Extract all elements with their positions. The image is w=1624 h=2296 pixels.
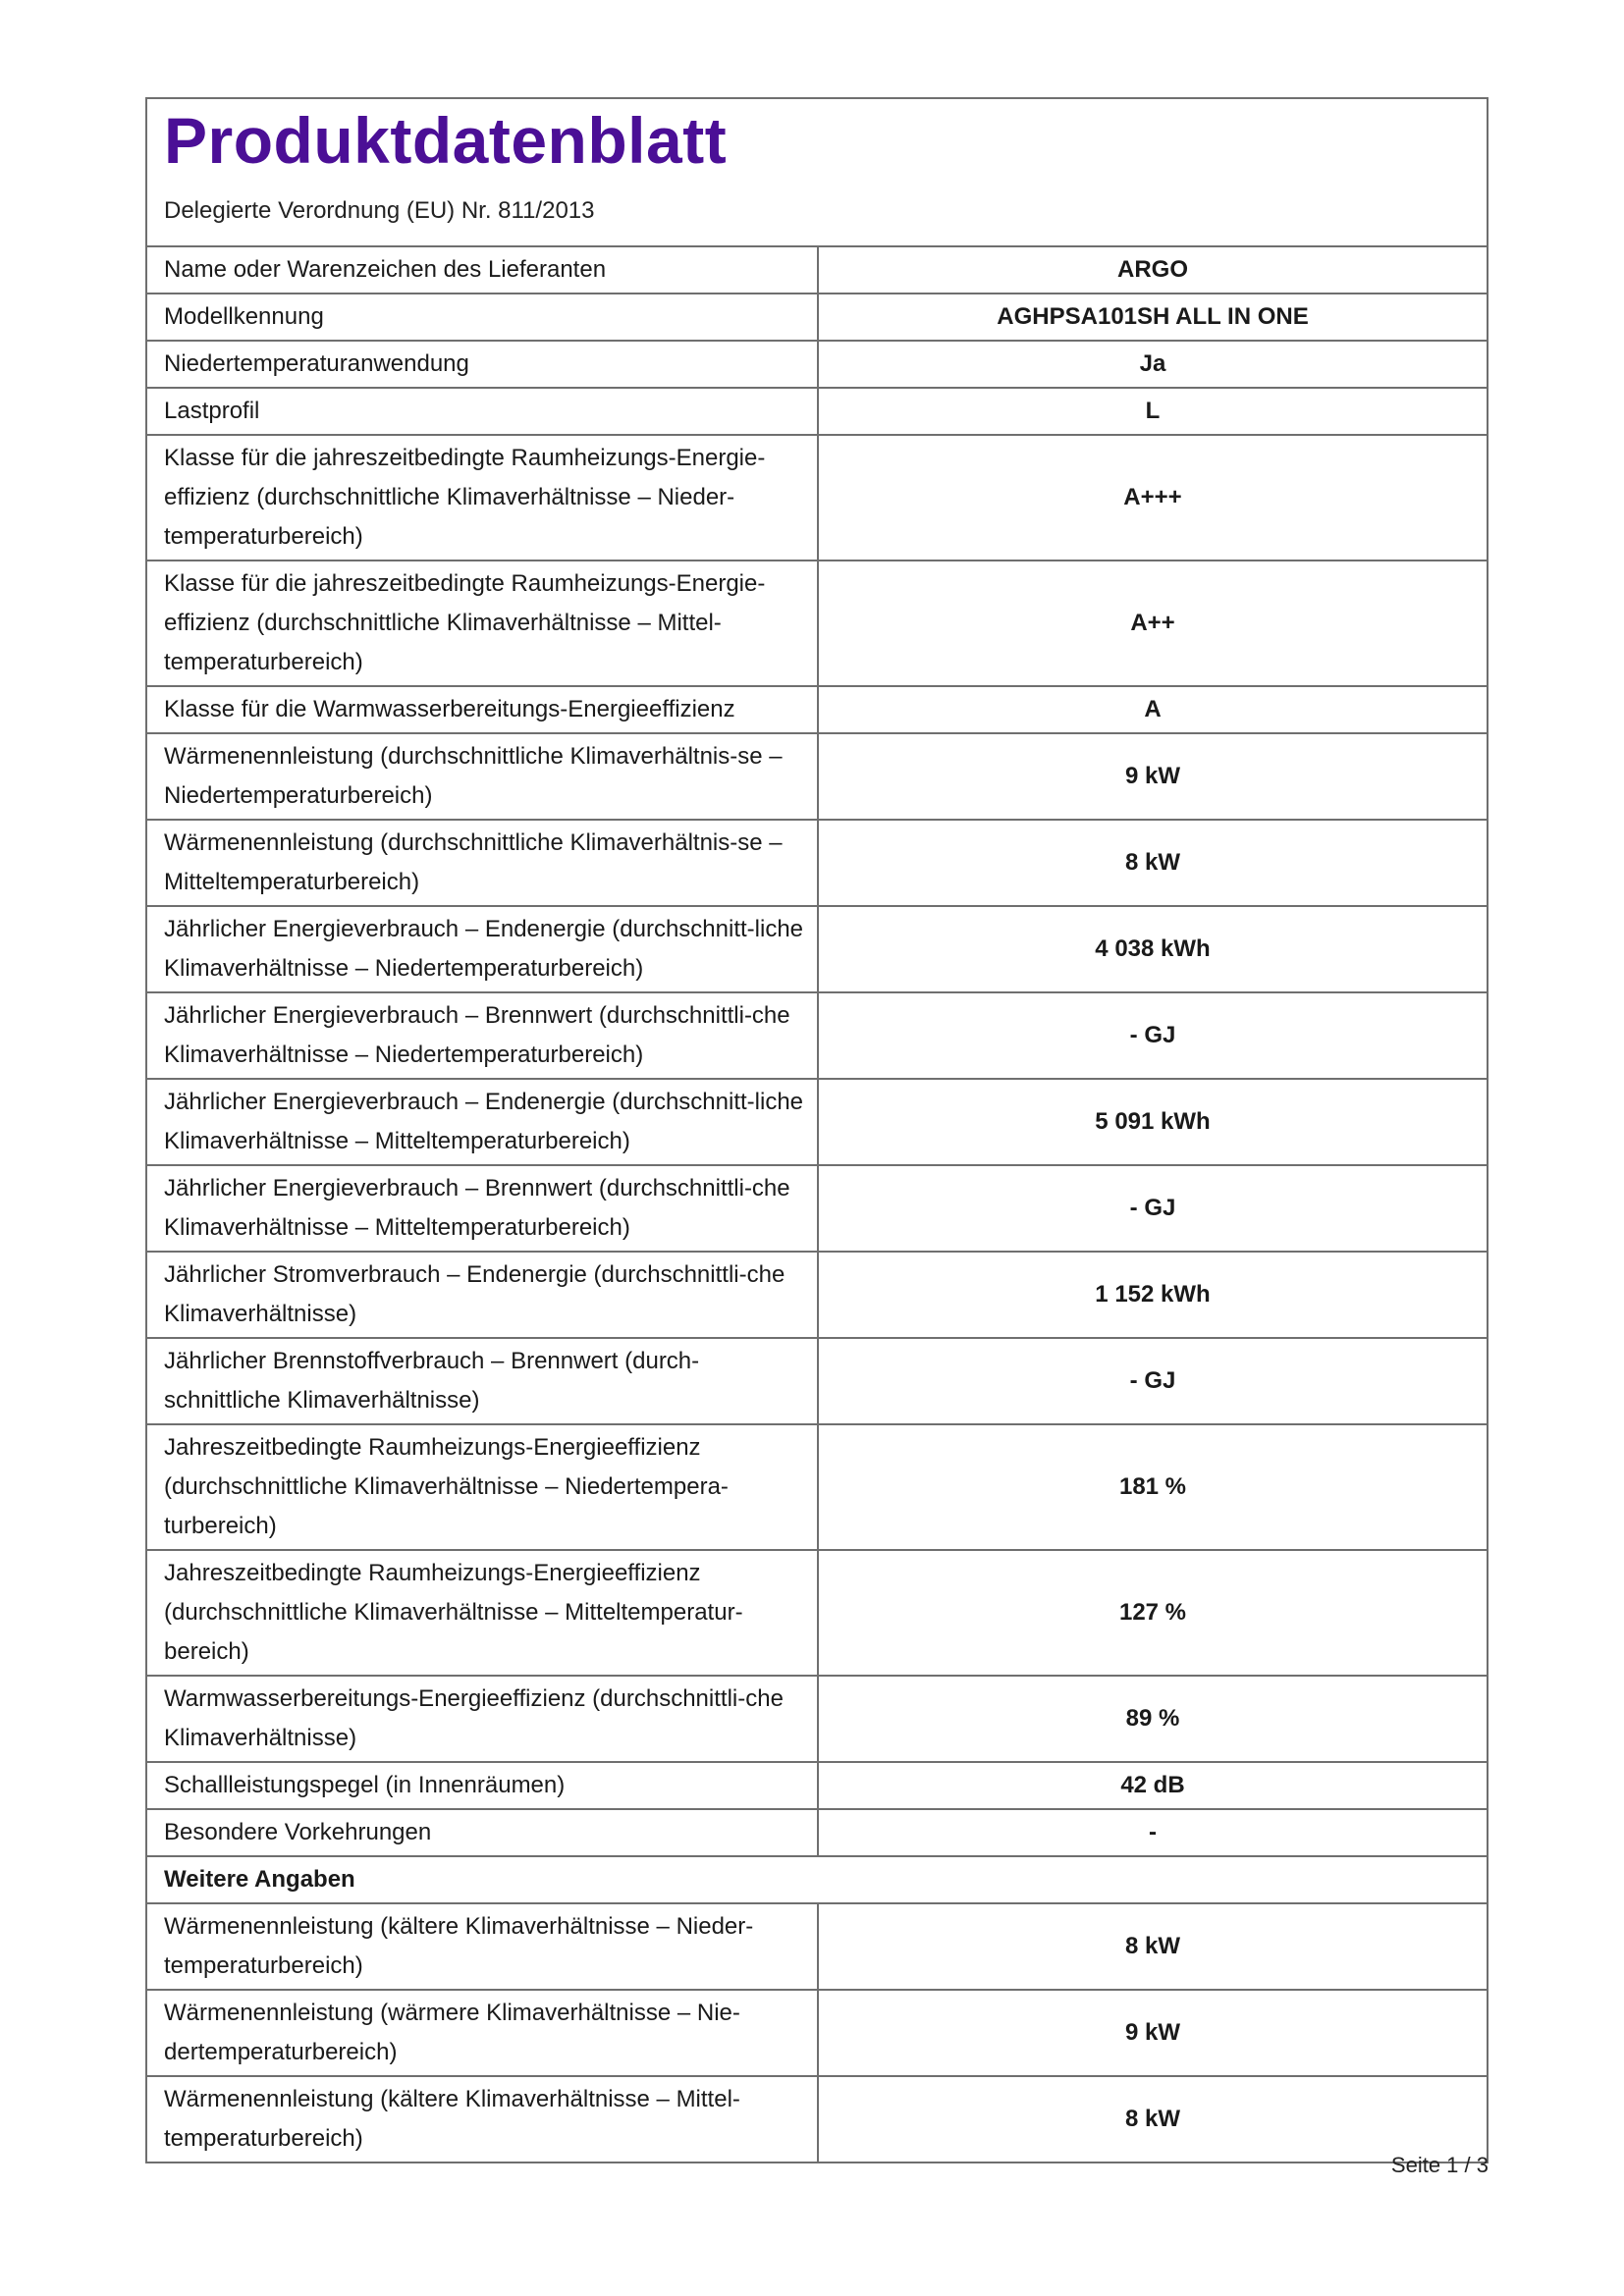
row-label: Jährlicher Energieverbrauch – Brennwert (durchschnittli-che Klimaverhältnisse – Mitteltemperaturbereich)	[147, 1165, 818, 1252]
row-value: - GJ	[818, 1165, 1487, 1252]
row-label: Warmwasserbereitungs-Energieeffizienz (durchschnittli-che Klimaverhältnisse)	[147, 1676, 818, 1762]
table-row	[147, 1165, 1487, 1252]
row-label: Niedertemperaturanwendung	[147, 341, 818, 388]
data-table	[147, 247, 1487, 2162]
row-label: Jährlicher Stromverbrauch – Endenergie (durchschnittli-che Klimaverhältnisse)	[147, 1252, 818, 1338]
table-row	[147, 2076, 1487, 2162]
row-label: Wärmenennleistung (wärmere Klimaverhältnisse – Nie-dertemperaturbereich)	[147, 1990, 818, 2076]
table-row	[147, 294, 1487, 341]
row-value: A	[818, 686, 1487, 733]
table-row	[147, 992, 1487, 1079]
table-row	[147, 1990, 1487, 2076]
table-row	[147, 1079, 1487, 1165]
row-value: 8 kW	[818, 2076, 1487, 2162]
row-label: Jährlicher Energieverbrauch – Endenergie (durchschnitt-liche Klimaverhältnisse – Mitteltemperaturbereich)	[147, 1079, 818, 1165]
row-value: AGHPSA101SH ALL IN ONE	[818, 294, 1487, 341]
row-label: Jährlicher Energieverbrauch – Endenergie (durchschnitt-liche Klimaverhältnisse – Niedertemperaturbereich)	[147, 906, 818, 992]
table-row	[147, 820, 1487, 906]
row-label: Schallleistungspegel (in Innenräumen)	[147, 1762, 818, 1809]
row-value: 8 kW	[818, 1903, 1487, 1990]
row-value: 42 dB	[818, 1762, 1487, 1809]
row-label: Wärmenennleistung (durchschnittliche Klimaverhältnis-se – Mitteltemperaturbereich)	[147, 820, 818, 906]
row-value: -	[818, 1809, 1487, 1856]
table-row	[147, 388, 1487, 435]
table-row	[147, 1809, 1487, 1856]
sheet-header	[147, 99, 1487, 247]
table-row	[147, 247, 1487, 294]
table-row	[147, 1903, 1487, 1990]
table-row	[147, 906, 1487, 992]
row-value: A++	[818, 561, 1487, 686]
table-row	[147, 1762, 1487, 1809]
row-label: Lastprofil	[147, 388, 818, 435]
row-label: Klasse für die jahreszeitbedingte Raumheizungs-Energie-effizienz (durchschnittliche Klimaverhältnisse – Mittel-temperaturbereich)	[147, 561, 818, 686]
table-row	[147, 341, 1487, 388]
row-label: Name oder Warenzeichen des Lieferanten	[147, 247, 818, 294]
regulation-subtitle: Delegierte Verordnung (EU) Nr. 811/2013	[164, 197, 595, 224]
row-label: Klasse für die Warmwasserbereitungs-Energieeffizienz	[147, 686, 818, 733]
row-label: Besondere Vorkehrungen	[147, 1809, 818, 1856]
row-label: Modellkennung	[147, 294, 818, 341]
row-label: Jahreszeitbedingte Raumheizungs-Energieeffizienz (durchschnittliche Klimaverhältnisse – Niedertempera-turbereich)	[147, 1424, 818, 1550]
row-label: Wärmenennleistung (kältere Klimaverhältnisse – Nieder-temperaturbereich)	[147, 1903, 818, 1990]
table-row	[147, 686, 1487, 733]
row-value: - GJ	[818, 992, 1487, 1079]
row-value: 4 038 kWh	[818, 906, 1487, 992]
table-row	[147, 1550, 1487, 1676]
row-value: Ja	[818, 341, 1487, 388]
section-row	[147, 1856, 1487, 1903]
section-heading: Weitere Angaben	[147, 1856, 1487, 1903]
table-row	[147, 561, 1487, 686]
row-value: 89 %	[818, 1676, 1487, 1762]
row-value: 1 152 kWh	[818, 1252, 1487, 1338]
row-value: - GJ	[818, 1338, 1487, 1424]
row-label: Wärmenennleistung (kältere Klimaverhältnisse – Mittel-temperaturbereich)	[147, 2076, 818, 2162]
row-value: 127 %	[818, 1550, 1487, 1676]
row-label: Wärmenennleistung (durchschnittliche Klimaverhältnis-se – Niedertemperaturbereich)	[147, 733, 818, 820]
table-row	[147, 733, 1487, 820]
page-title: Produktdatenblatt	[164, 104, 728, 177]
row-value: A+++	[818, 435, 1487, 561]
product-data-sheet	[145, 97, 1489, 2163]
row-label: Jährlicher Energieverbrauch – Brennwert (durchschnittli-che Klimaverhältnisse – Niedertemperaturbereich)	[147, 992, 818, 1079]
row-label: Jahreszeitbedingte Raumheizungs-Energieeffizienz (durchschnittliche Klimaverhältnisse – Mitteltemperatur-bereich)	[147, 1550, 818, 1676]
row-value: L	[818, 388, 1487, 435]
row-value: 9 kW	[818, 733, 1487, 820]
table-row	[147, 1252, 1487, 1338]
row-value: 9 kW	[818, 1990, 1487, 2076]
row-label: Jährlicher Brennstoffverbrauch – Brennwert (durch-schnittliche Klimaverhältnisse)	[147, 1338, 818, 1424]
row-value: 8 kW	[818, 820, 1487, 906]
row-label: Klasse für die jahreszeitbedingte Raumheizungs-Energie-effizienz (durchschnittliche Klimaverhältnisse – Nieder-temperaturbereich)	[147, 435, 818, 561]
table-row	[147, 435, 1487, 561]
table-row	[147, 1676, 1487, 1762]
row-value: 181 %	[818, 1424, 1487, 1550]
table-row	[147, 1424, 1487, 1550]
row-value: 5 091 kWh	[818, 1079, 1487, 1165]
row-value: ARGO	[1117, 256, 1188, 283]
table-row	[147, 1338, 1487, 1424]
page-number: Seite 1 / 3	[1390, 2153, 1489, 2177]
